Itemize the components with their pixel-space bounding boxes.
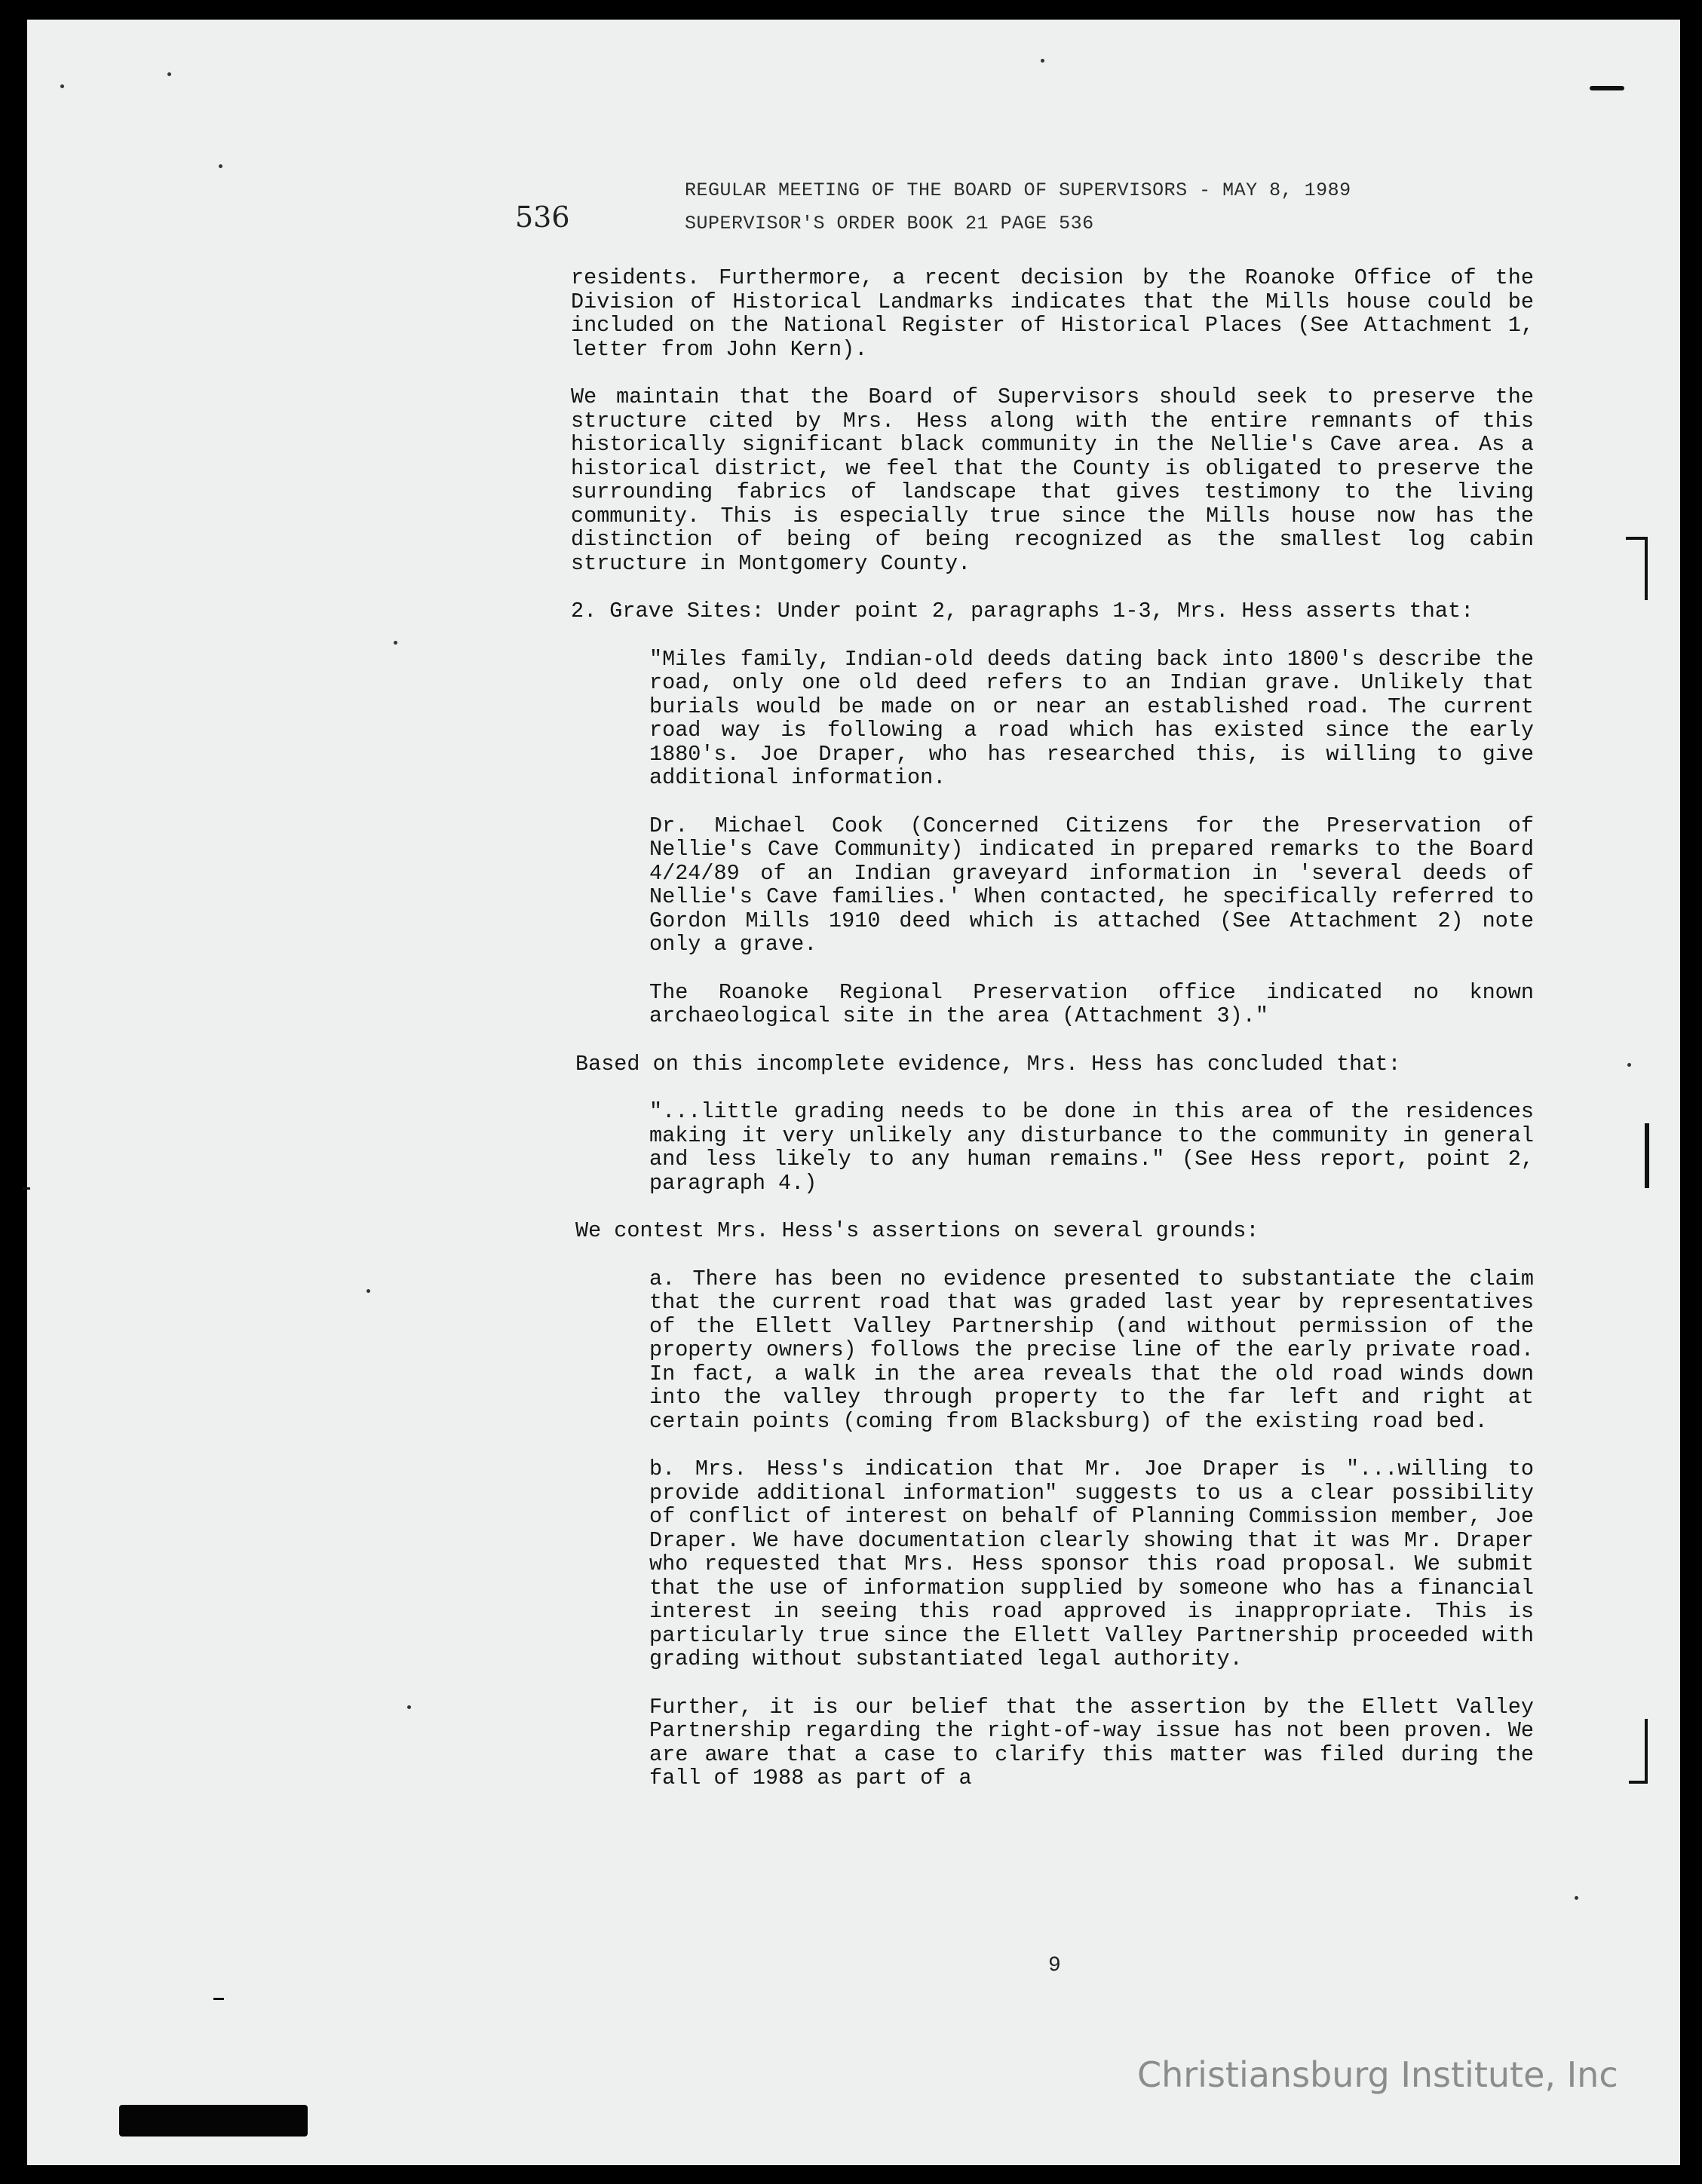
paragraph-grave-sites: 2. Grave Sites: Under point 2, paragraphs 1-3, Mrs. Hess asserts that:: [571, 599, 1474, 623]
margin-bracket: [1645, 537, 1648, 600]
edge-tick: [23, 1187, 30, 1190]
margin-speck: [213, 1998, 224, 2000]
header-line-1: REGULAR MEETING OF THE BOARD OF SUPERVISORS - MAY 8, 1989: [685, 179, 1351, 201]
paragraph-contest: We contest Mrs. Hess's assertions on several grounds:: [575, 1218, 1259, 1243]
margin-bracket: [1645, 1123, 1649, 1188]
speck: [219, 164, 222, 168]
margin-bracket: [1645, 1719, 1648, 1782]
paragraph-further: Further, it is our belief that the assertion by the Ellett Valley Partnership regarding the right-of-way issue has not been proven. We are aware that a case to clarify this matter was filed during the fall of 1988 as part of a: [649, 1694, 1534, 1790]
paragraph-residents: residents. Furthermore, a recent decision by the Roanoke Office of the Division of Historical Landmarks indicates that the Mills house could be included on the National Register of Historical Places (See Attachment 1, letter from John Kern).: [571, 265, 1534, 362]
corner-tab-mark: [1590, 86, 1624, 90]
speck: [366, 1289, 370, 1293]
speck: [1041, 59, 1044, 63]
body-text: [571, 266, 1534, 1790]
speck: [407, 1705, 411, 1709]
item-a: a. There has been no evidence presented to substantiate the claim that the current road that was graded last year by representatives of the Ellett Valley Partnership (and without permission of the property owners) follows the precise line of the early private road. In fact, a walk in the area reveals that the old road winds down into the valley through property to the far left and right at certain points (coming from Blacksburg) of the existing road bed.: [649, 1266, 1534, 1434]
quote-preservation-office: The Roanoke Regional Preservation office indicated no known archaeological site in the area (Attachment 3).": [649, 979, 1534, 1028]
quote-little-grading: "...little grading needs to be done in this area of the residences making it very unlikely any disturbance to the community in general and less likely to any human remains." (See Hess report, point 2, paragraph 4.): [649, 1099, 1534, 1196]
paragraph-incomplete-evidence: Based on this incomplete evidence, Mrs. Hess has concluded that:: [575, 1051, 1401, 1077]
header-line-2: SUPERVISOR'S ORDER BOOK 21 PAGE 536: [685, 213, 1094, 234]
watermark: Christiansburg Institute, Inc: [1137, 2054, 1618, 2095]
speck: [167, 72, 171, 76]
redaction-mark: [119, 2105, 308, 2137]
speck: [394, 641, 397, 645]
margin-bracket: [1626, 537, 1647, 540]
quote-miles-family: "Miles family, Indian-old deeds dating back into 1800's describe the road, only one old deed refers to an Indian grave. Unlikely that burials would be made on or near an established road. The current road way is following a road which has existed since the early 1880's. Joe Draper, who has researched this, is willing to give additional information.: [649, 646, 1534, 790]
item-b: b. Mrs. Hess's indication that Mr. Joe Draper is "...willing to provide additional information" suggests to us a clear possibility of conflict of interest on behalf of Planning Commission member, Joe Draper. We have documentation clearly showing that it was Mr. Draper who requested that Mrs. Hess sponsor this road proposal. We submit that the use of information supplied by someone who has a financial interest in seeing this road approved is inappropriate. This is particularly true since the Ellett Valley Partnership proceeded with grading without substantiated legal authority.: [649, 1457, 1534, 1671]
speck: [1627, 1063, 1631, 1067]
speck: [1575, 1896, 1578, 1900]
footer-page-number: 9: [1048, 1954, 1061, 1977]
margin-bracket: [1629, 1781, 1648, 1784]
paragraph-board-preserve: We maintain that the Board of Supervisors should seek to preserve the structure cited by Mrs. Hess along with the entire remnants of this historically significant black community in the Nellie's Cave area. As a historical district, we feel that the County is obligated to preserve the surrounding fabrics of landscape that gives testimony to the living community. This is especially true since the Mills house now has the distinction of being of being recognized as the smallest log cabin structure in Montgomery County.: [571, 384, 1534, 576]
book-page-number: 536: [515, 201, 570, 234]
quote-michael-cook: Dr. Michael Cook (Concerned Citizens for the Preservation of Nellie's Cave Community) indicated in prepared remarks to the Board 4/24/89 of an Indian graveyard information in 'several deeds of Nellie's Cave families.' When contacted, he specifically referred to Gordon Mills 1910 deed which is attached (See Attachment 2) note only a grave.: [649, 813, 1534, 957]
speck: [60, 84, 64, 88]
